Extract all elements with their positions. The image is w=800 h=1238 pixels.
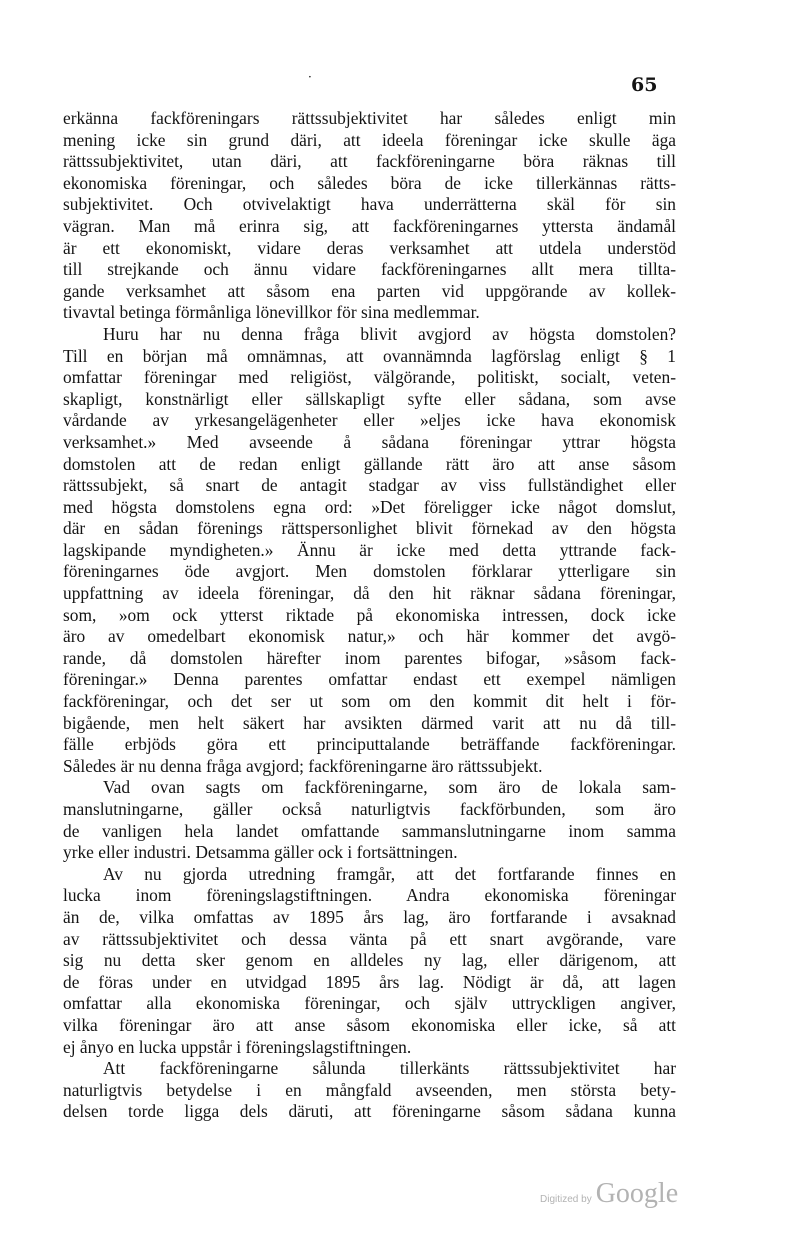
text-line: av rättssubjektivitet och dessa vänta på ett snart avgörande, vare xyxy=(63,928,676,949)
text-line: rättssubjekt, så snart de antagit stadgar av viss fullständighet eller xyxy=(63,475,676,496)
text-line: verksamhet.» Med avseende å sådana föreningar yttrar högsta xyxy=(63,431,676,452)
text-line: mening icke sin grund däri, att ideela föreningar icke skulle äga xyxy=(63,129,676,150)
text-line: skapligt, konstnärligt eller sällskapligt syfte eller sådana, som avse xyxy=(63,388,676,409)
text-line: föreningar.» Denna parentes omfattar endast ett exempel nämligen xyxy=(63,669,676,690)
text-line: där en sådan förenings rättspersonlighet blivit förnekad av den högsta xyxy=(63,518,676,539)
text-line: är ett ekonomiskt, vidare deras verksamhet att utdela understöd xyxy=(63,237,676,258)
text-line: de vanligen hela landet omfattande sammanslutningarne inom samma xyxy=(63,820,676,841)
text-line: Av nu gjorda utredning framgår, att det fortfarande finnes en xyxy=(103,863,676,884)
text-line: lucka inom föreningslagstiftningen. Andra ekonomiska föreningar xyxy=(63,885,676,906)
text-line: yrke eller industri. Detsamma gäller ock i fortsättningen. xyxy=(63,842,458,863)
text-line: med högsta domstolens egna ord: »Det föreligger icke något domslut, xyxy=(63,496,676,517)
text-line: rättssubjektivitet, utan däri, att fackföreningarne böra räknas till xyxy=(63,151,676,172)
text-line: som, »om ock ytterst riktade på ekonomiska intressen, dock icke xyxy=(63,604,676,625)
text-line: Således är nu denna fråga avgjord; fackföreningarne äro rättssubjekt. xyxy=(63,755,543,776)
text-line: tivavtal betinga förmånliga lönevillkor för sina medlemmar. xyxy=(63,302,480,323)
text-line: sig nu detta sker genom en alldeles ny lag, eller därigenom, att xyxy=(63,950,676,971)
text-line: lagskipande myndigheten.» Ännu är icke med detta yttrande fack- xyxy=(63,539,676,560)
text-line: erkänna fackföreningars rättssubjektivitet har således enligt min xyxy=(63,108,676,128)
text-line: ej ånyo en lucka uppstår i föreningslagstiftningen. xyxy=(63,1036,412,1057)
text-line: fälle erbjöds göra ett principuttalande beträffande fackföreningar. xyxy=(63,734,676,755)
text-line: vilka föreningar äro att anse såsom ekonomiska eller icke, så att xyxy=(63,1014,676,1035)
text-line: naturligtvis betydelse i en mångfald avseenden, men största bety- xyxy=(63,1079,676,1100)
google-logo: Google xyxy=(595,1178,679,1209)
text-line: föreningarnes öde avgjort. Men domstolen förklarar ytterligare sin xyxy=(63,561,676,582)
text-line: ekonomiska föreningar, och således böra de icke tillerkännas rätts- xyxy=(63,172,676,193)
text-line: till strejkande och ännu vidare fackföreningarnes allt mera tillta- xyxy=(63,259,676,280)
body-text xyxy=(63,108,676,1123)
text-line: Huru har nu denna fråga blivit avgjord av högsta domstolen? xyxy=(103,323,676,344)
text-line: de föras under en utvidgad 1895 års lag. Nödigt är då, att lagen xyxy=(63,971,676,992)
text-line: rande, då domstolen härefter inom parentes bifogar, »såsom fack- xyxy=(63,647,676,668)
text-line: vårdande av yrkesangelägenheter eller »eljes icke hava ekonomisk xyxy=(63,410,676,431)
text-line: uppfattning av ideela föreningar, då den hit räknar sådana föreningar, xyxy=(63,583,676,604)
text-line: än de, vilka omfattas av 1895 års lag, äro fortfarande i avsaknad xyxy=(63,906,676,927)
page-mark: · xyxy=(308,70,312,84)
text-line: vägran. Man må erinra sig, att fackföreningarnes yttersta ändamål xyxy=(63,215,676,236)
text-line: bigående, men helt säkert har avsikten därmed varit att nu då till- xyxy=(63,712,676,733)
page-number: 65 xyxy=(631,74,658,96)
text-line: domstolen att de redan enligt gällande rätt äro att anse såsom xyxy=(63,453,676,474)
watermark-small-text: Digitized by xyxy=(540,1194,592,1205)
text-line: delsen torde ligga dels däruti, att föreningarne såsom sådana kunna xyxy=(63,1101,676,1122)
text-line: Till en början må omnämnas, att ovannämnda lagförslag enligt § 1 xyxy=(63,345,676,366)
text-line: fackföreningar, och det ser ut som om den kommit dit helt i för- xyxy=(63,691,676,712)
text-line: äro av omedelbart ekonomisk natur,» och här kommer det avgö- xyxy=(63,626,676,647)
text-line: subjektivitet. Och otvivelaktigt hava underrätterna skäl för sin xyxy=(63,194,676,215)
text-line: Att fackföreningarne sålunda tillerkänts rättssubjektivitet har xyxy=(103,1058,676,1079)
text-line: omfattar alla ekonomiska föreningar, och själv uttryckligen angiver, xyxy=(63,993,676,1014)
text-line: manslutningarne, gäller också naturligtvis fackförbunden, som äro xyxy=(63,799,676,819)
text-line: gande verksamhet att såsom ena parten vid uppgörande av kollek- xyxy=(63,280,676,301)
text-line: Vad ovan sagts om fackföreningarne, som äro de lokala sam- xyxy=(103,777,676,798)
digitized-watermark xyxy=(540,1178,700,1218)
text-line: omfattar föreningar med religiöst, välgörande, politiskt, socialt, veten- xyxy=(63,367,676,388)
